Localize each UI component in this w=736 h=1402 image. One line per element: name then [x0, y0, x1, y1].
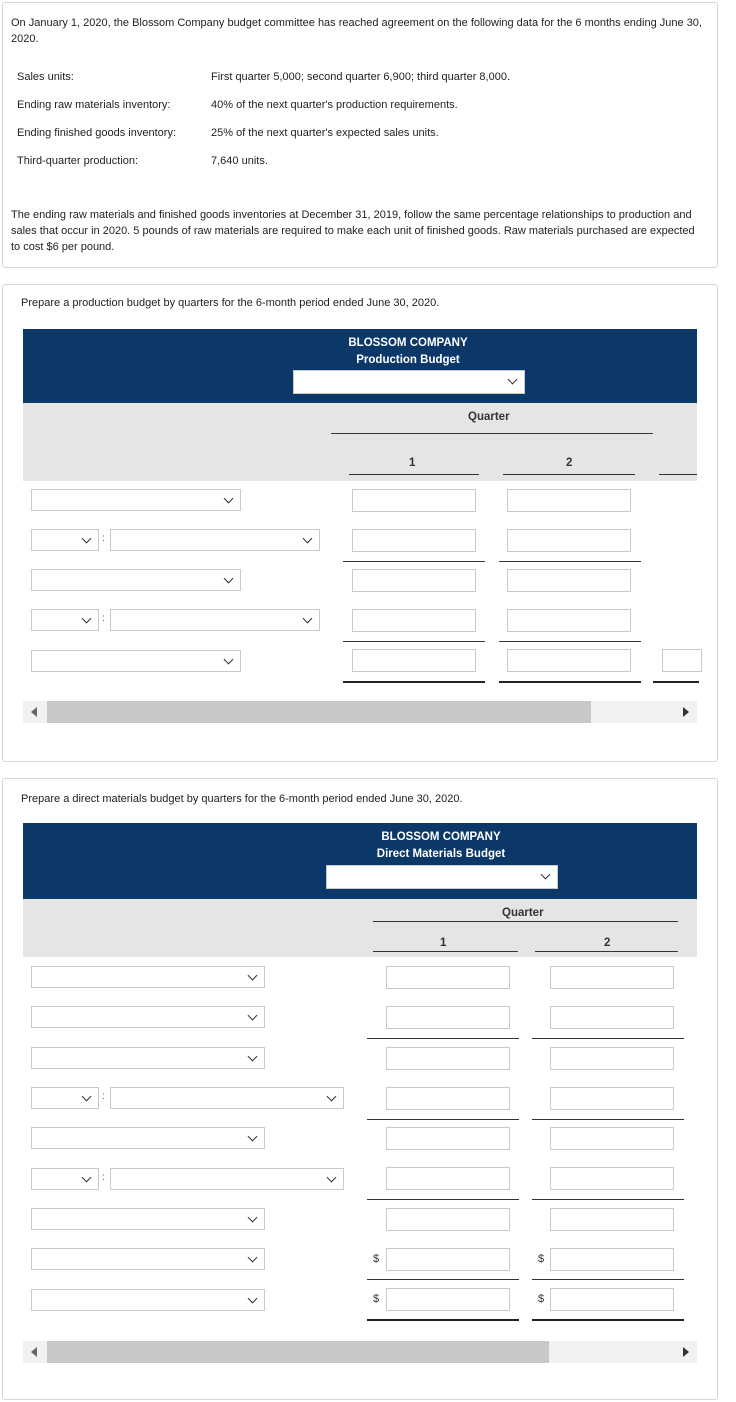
row-label-select[interactable] [110, 1168, 344, 1190]
problem-card [2, 2, 718, 268]
chevron-down-icon [541, 870, 551, 880]
row-label-select[interactable] [31, 966, 265, 988]
row-label-select[interactable] [110, 529, 320, 551]
q2-input[interactable] [507, 529, 631, 552]
subtotal-line [367, 1279, 519, 1280]
operator-select[interactable] [31, 609, 99, 631]
q1-input[interactable] [386, 1248, 510, 1271]
q1-input[interactable] [386, 1047, 510, 1070]
total-line [367, 1319, 519, 1321]
scroll-thumb[interactable] [47, 701, 591, 723]
subtotal-line [367, 1199, 519, 1200]
colon-separator: : [102, 613, 105, 624]
currency-symbol: $ [538, 1293, 545, 1305]
budget-title: Production Budget [356, 354, 460, 366]
chevron-down-icon [508, 375, 518, 385]
chevron-down-icon [224, 574, 234, 584]
data-label: Third-quarter production: [17, 155, 139, 167]
subtotal-line [343, 561, 485, 562]
chevron-down-icon [248, 1213, 258, 1223]
scroll-left-icon[interactable] [31, 1347, 37, 1357]
row-label-select[interactable] [31, 1047, 265, 1069]
data-value: First quarter 5,000; second quarter 6,900; third quarter 8,000. [211, 71, 511, 83]
q2-input[interactable] [550, 966, 674, 989]
data-label: Sales units: [17, 71, 74, 83]
production-instruction: Prepare a production budget by quarters for the 6-month period ended June 30, 2020. [21, 297, 440, 309]
q1-input[interactable] [352, 529, 476, 552]
subtotal-line [499, 641, 641, 642]
subtotal-line [367, 1119, 519, 1120]
closing-text: The ending raw materials and finished goods inventories at December 31, 2019, follow the same percentage relationships to production and sales that occur in 2020. 5 pounds of raw materials are required to make each unit of finished goods. Raw materials purchased are expected to cost $6 per pound. [11, 209, 695, 253]
col-header-2: 2 [604, 937, 611, 949]
col-header-2: 2 [566, 457, 573, 469]
q1-input[interactable] [386, 1006, 510, 1029]
col-underline-1 [373, 951, 518, 952]
total-line [532, 1319, 684, 1321]
row-label-select[interactable] [31, 489, 241, 511]
budget-title: Direct Materials Budget [376, 848, 506, 860]
row-label-select[interactable] [31, 1127, 265, 1149]
q2-input[interactable] [550, 1047, 674, 1070]
horizontal-scrollbar[interactable] [23, 1341, 697, 1363]
subtotal-line [532, 1279, 684, 1280]
chevron-down-icon [248, 1294, 258, 1304]
quarter-underline [331, 433, 653, 434]
operator-select[interactable] [31, 1168, 99, 1190]
currency-symbol: $ [373, 1253, 380, 1265]
chevron-down-icon [82, 614, 92, 624]
scroll-right-icon[interactable] [683, 707, 689, 717]
q2-input[interactable] [507, 569, 631, 592]
currency-symbol: $ [538, 1253, 545, 1265]
row-label-select[interactable] [31, 650, 241, 672]
production-column-header [23, 403, 697, 481]
row-label-select[interactable] [31, 1208, 265, 1230]
chevron-down-icon [224, 494, 234, 504]
scroll-right-icon[interactable] [683, 1347, 689, 1357]
chevron-down-icon [82, 1173, 92, 1183]
production-budget-card [2, 284, 718, 762]
col-underline-3 [659, 474, 697, 475]
colon-separator: : [102, 1172, 105, 1183]
materials-instruction: Prepare a direct materials budget by quarters for the 6-month period ended June 30, 2020. [21, 793, 463, 805]
total-line [653, 681, 699, 683]
chevron-down-icon [248, 1132, 258, 1142]
col-header-1: 1 [440, 937, 447, 949]
data-value: 7,640 units. [211, 155, 268, 167]
q2-input[interactable] [550, 1288, 674, 1311]
chevron-down-icon [248, 1253, 258, 1263]
q2-input[interactable] [550, 1087, 674, 1110]
chevron-down-icon [82, 1092, 92, 1102]
operator-select[interactable] [31, 1087, 99, 1109]
subtotal-line [343, 641, 485, 642]
total-line [499, 681, 641, 683]
company-name: BLOSSOM COMPANY [348, 337, 468, 349]
materials-header [23, 823, 697, 899]
operator-select[interactable] [31, 529, 99, 551]
period-select[interactable] [326, 865, 558, 889]
subtotal-line [532, 1038, 684, 1039]
quarter-label: Quarter [468, 411, 510, 423]
row-label-select[interactable] [31, 1006, 265, 1028]
subtotal-line [532, 1199, 684, 1200]
q1-input[interactable] [352, 649, 476, 672]
total-line [343, 681, 485, 683]
chevron-down-icon [224, 655, 234, 665]
q1-input[interactable] [386, 1167, 510, 1190]
row-label-select[interactable] [110, 1087, 344, 1109]
q2-input[interactable] [507, 609, 631, 632]
subtotal-line [367, 1038, 519, 1039]
q1-input[interactable] [386, 1127, 510, 1150]
q2-input[interactable] [550, 1167, 674, 1190]
scroll-left-icon[interactable] [31, 707, 37, 717]
col-header-1: 1 [409, 457, 416, 469]
subtotal-line [499, 561, 641, 562]
data-value: 40% of the next quarter's production requirements. [211, 99, 458, 111]
row-label-select[interactable] [31, 1289, 265, 1311]
q1-input[interactable] [386, 1288, 510, 1311]
production-header [23, 329, 697, 403]
row-label-select[interactable] [110, 609, 320, 631]
colon-separator: : [102, 533, 105, 544]
col-underline-2 [535, 951, 678, 952]
chevron-down-icon [303, 534, 313, 544]
q1-input[interactable] [352, 609, 476, 632]
quarter-underline [373, 921, 678, 922]
q2-input[interactable] [550, 1208, 674, 1231]
q2-input[interactable] [550, 1248, 674, 1271]
q1-input[interactable] [386, 1087, 510, 1110]
q3-input[interactable] [662, 649, 702, 672]
data-label: Ending raw materials inventory: [17, 99, 171, 111]
chevron-down-icon [248, 971, 258, 981]
intro-text: On January 1, 2020, the Blossom Company budget committee has reached agreement on the following data for the 6 months ending June 30, 2020. [11, 17, 702, 45]
materials-column-header [23, 899, 697, 957]
row-label-select[interactable] [31, 569, 241, 591]
q2-input[interactable] [507, 489, 631, 512]
q1-input[interactable] [352, 489, 476, 512]
quarter-label: Quarter [502, 907, 544, 919]
row-label-select[interactable] [31, 1248, 265, 1270]
chevron-down-icon [248, 1011, 258, 1021]
company-name: BLOSSOM COMPANY [381, 831, 501, 843]
q1-input[interactable] [386, 966, 510, 989]
q2-input[interactable] [507, 649, 631, 672]
q2-input[interactable] [550, 1127, 674, 1150]
chevron-down-icon [248, 1052, 258, 1062]
col-underline-1 [349, 474, 479, 475]
colon-separator: : [102, 1091, 105, 1102]
scroll-thumb[interactable] [47, 1341, 549, 1363]
chevron-down-icon [327, 1092, 337, 1102]
chevron-down-icon [82, 534, 92, 544]
currency-symbol: $ [373, 1293, 380, 1305]
data-label: Ending finished goods inventory: [17, 127, 176, 139]
subtotal-line [532, 1119, 684, 1120]
data-value: 25% of the next quarter's expected sales units. [211, 127, 439, 139]
q1-input[interactable] [386, 1208, 510, 1231]
materials-budget-card [2, 778, 718, 1400]
q1-input[interactable] [352, 569, 476, 592]
q2-input[interactable] [550, 1006, 674, 1029]
chevron-down-icon [303, 614, 313, 624]
chevron-down-icon [327, 1173, 337, 1183]
period-select[interactable] [293, 370, 525, 394]
horizontal-scrollbar[interactable] [23, 701, 697, 723]
col-underline-2 [503, 474, 635, 475]
